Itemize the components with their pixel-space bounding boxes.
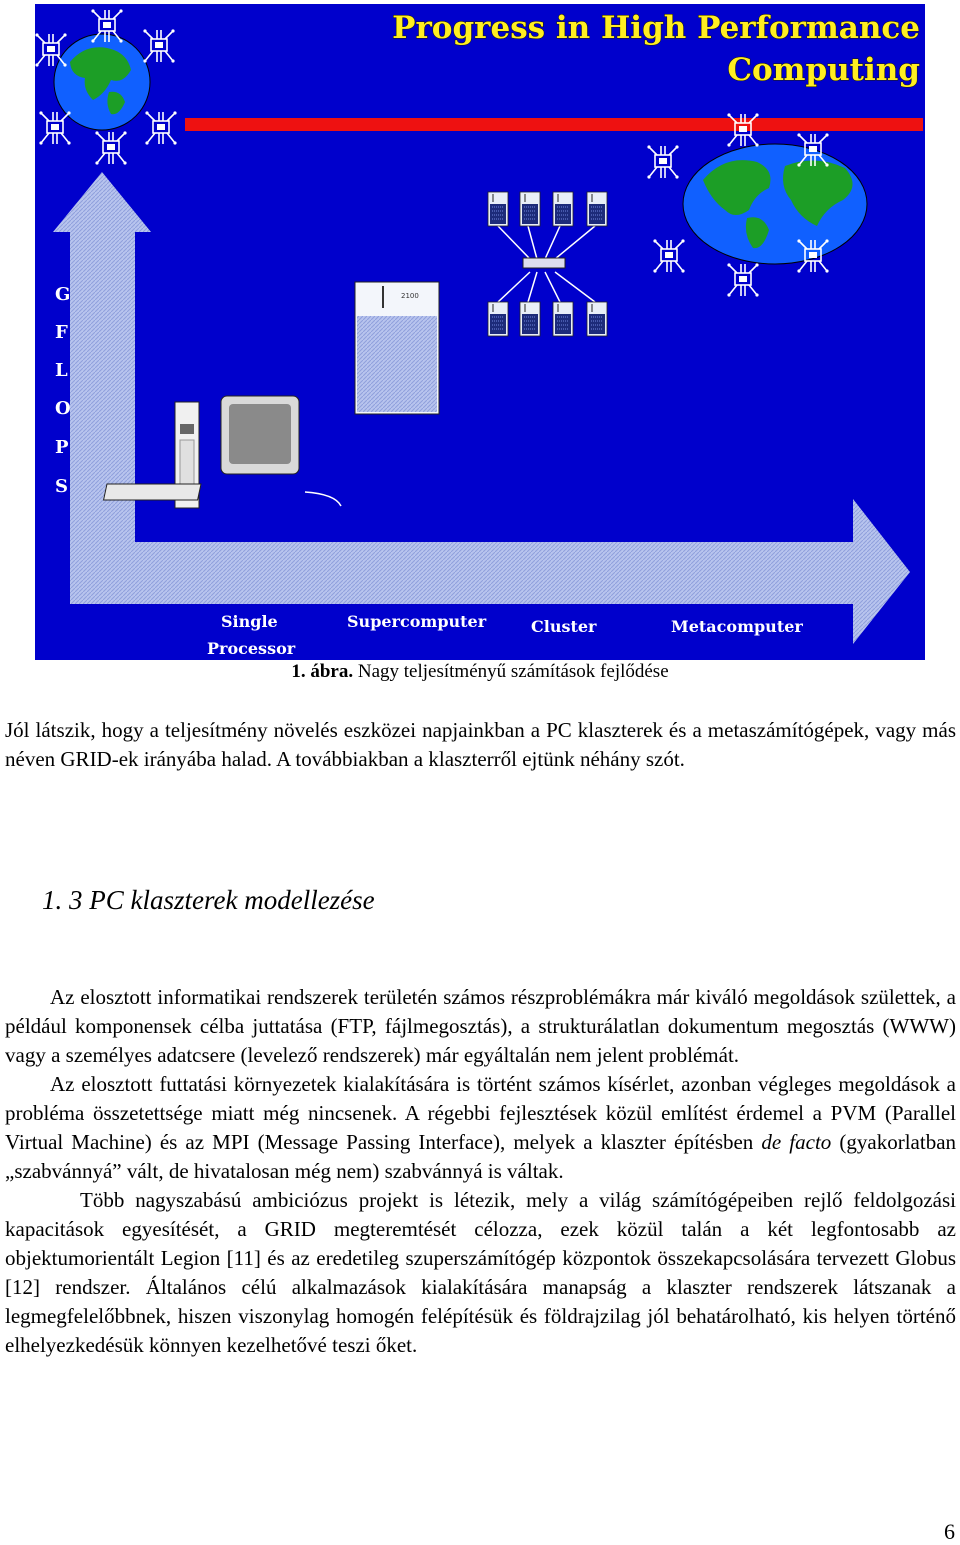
red-bar <box>185 118 923 131</box>
paragraph-2-italic: de facto <box>761 1130 832 1154</box>
supercomputer-icon <box>355 282 439 414</box>
network-switch <box>523 258 565 268</box>
label-processor: Processor <box>207 639 296 658</box>
gflops-letter: P <box>55 437 69 458</box>
figure-title-line2: Computing <box>727 52 920 88</box>
section-heading: 1. 3 PC klaszterek modellezése <box>42 885 375 915</box>
label-single: Single <box>221 612 278 631</box>
figure-title-line1: Progress in High Performance <box>392 10 920 46</box>
globe-icon-right <box>683 144 867 264</box>
page-number: 6 <box>944 1519 955 1544</box>
figure-caption <box>0 661 960 683</box>
paragraph-1: Az elosztott informatikai rendszerek területén számos részproblémákra már kiváló megoldások születtek, a például komponensek célba juttatása (FTP, fájlmegosztás), a strukturálatlan dokumentum megosztás (WWW) vagy a személyes adatcsere (levelező rendszerek) már egyáltalán nem jelent problémát. <box>5 985 956 1067</box>
caption-text: Nagy teljesítményű számítások fejlődése <box>353 661 669 682</box>
gflops-letter: S <box>55 476 68 497</box>
gflops-letter: L <box>55 360 68 381</box>
supercomputer-badge: 2100 <box>401 292 419 300</box>
paragraph-2 <box>5 1070 956 1186</box>
gflops-letter: O <box>55 398 71 419</box>
gflops-letter: F <box>55 322 68 343</box>
label-supercomputer: Supercomputer <box>347 612 487 631</box>
paragraph-3: Több nagyszabású ambiciózus projekt is létezik, mely a világ számítógépeiben rejlő feldolgozási kapacitások egyesítését, a GRID megteremtését célozza, ezek közül talán a két legfontosabb az objektumorientált Legion [11] és az eredetileg szuperszámítógép központok összekapcsolására tervezett Globus [12] rendszer. Általános célú alkalmazások kialakítására manapság a klaszter rendszerek látszanak a legmegfelelőbbnek, hiszen viszonylag homogén felépítésük és földrajzilag jól behatárolható, kis helyen történő elhelyezkedésük könnyen kezelhetővé teszi őket. <box>5 1188 956 1357</box>
intro-paragraph: Jól látszik, hogy a teljesítmény növelés eszközei napjainkban a PC klaszterek és a metaszámítógépek, vagy más néven GRID-ek irányába halad. A továbbiakban a klaszterről ejtünk néhány szót. <box>5 718 956 771</box>
gflops-letter: G <box>55 284 71 305</box>
globe-icon-top-left <box>54 34 150 130</box>
body-text <box>5 983 956 1360</box>
label-cluster: Cluster <box>531 617 597 636</box>
hpc-progress-figure <box>35 4 925 660</box>
caption-number: 1. ábra. <box>291 661 354 682</box>
label-metacomputer: Metacomputer <box>671 617 803 636</box>
paragraph-2-part-1: Az elosztott futtatási környezetek kialakítására is történt számos kísérlet, azonban végleges megoldások a probléma összetettsége miatt még nincsenek. A régebbi fejlesztések közül említést érdemel a PVM (Parallel Virtual Machine) és az MPI (Message Passing Interface), melyek a klaszter építésben <box>5 1072 956 1154</box>
paragraph-2-part-2: (gyakorlatban „szabvánnyá” vált, de hivatalosan még nem) szabvánnyá is váltak. <box>5 1130 957 1183</box>
